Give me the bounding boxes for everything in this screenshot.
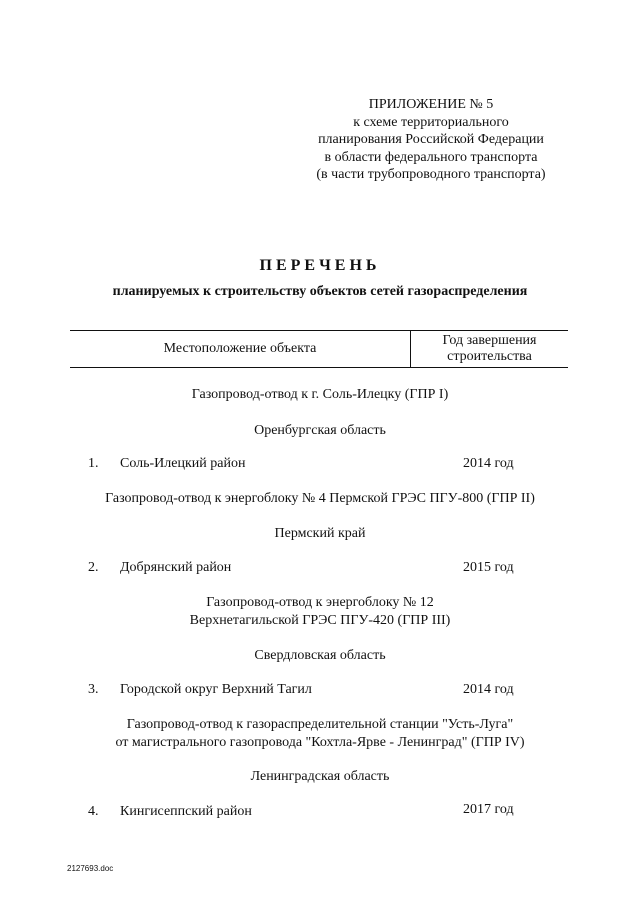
item-year: 2017 год	[463, 802, 514, 817]
column-header-year-line: Год завершения	[442, 333, 537, 348]
pipeline-title: от магистрального газопровода "Кохтла-Ярве - Ленинград" (ГПР IV)	[115, 735, 525, 750]
region-name: Ленинградская область	[250, 769, 390, 784]
item-location: Соль-Илецкий район	[120, 456, 246, 471]
item-number: 4.	[88, 804, 99, 819]
appendix-header	[300, 96, 562, 184]
item-location: Добрянский район	[120, 560, 232, 575]
column-header-location: Местоположение объекта	[163, 341, 317, 356]
pipeline-title: Газопровод-отвод к энергоблоку № 12	[206, 595, 434, 610]
pipeline-title: Газопровод-отвод к г. Соль-Илецку (ГПР I)	[191, 387, 449, 402]
region-name: Оренбургская область	[254, 423, 386, 438]
appendix-line: планирования Российской Федерации	[318, 132, 544, 147]
document-title: ПЕРЕЧЕНЬ	[259, 257, 381, 274]
pipeline-title: Верхнетагильской ГРЭС ПГУ-420 (ГПР III)	[189, 613, 451, 628]
file-name-footer: 2127693.doc	[67, 864, 114, 873]
pipeline-title: Газопровод-отвод к энергоблоку № 4 Пермской ГРЭС ПГУ-800 (ГПР II)	[105, 491, 535, 506]
region-name: Пермский край	[274, 526, 366, 541]
appendix-line: (в части трубопроводного транспорта)	[316, 167, 546, 182]
column-header-year	[411, 333, 568, 365]
item-year: 2014 год	[463, 682, 514, 697]
column-header-year-line: строительства	[447, 349, 532, 364]
item-year: 2014 год	[463, 456, 514, 471]
appendix-number: ПРИЛОЖЕНИЕ № 5	[368, 97, 494, 112]
item-number: 3.	[88, 682, 99, 697]
table-header	[70, 330, 568, 368]
item-location: Кингисеппский район	[120, 804, 252, 819]
region-name: Свердловская область	[254, 648, 386, 663]
document-subtitle: планируемых к строительству объектов сетей газораспределения	[112, 284, 528, 299]
item-number: 2.	[88, 560, 99, 575]
pipeline-title: Газопровод-отвод к газораспределительной станции "Усть-Луга"	[126, 717, 514, 732]
item-number: 1.	[88, 456, 99, 471]
appendix-line: в области федерального транспорта	[324, 149, 538, 165]
item-year: 2015 год	[463, 560, 514, 575]
appendix-line: к схеме территориального	[353, 114, 509, 130]
item-location: Городской округ Верхний Тагил	[120, 682, 312, 697]
